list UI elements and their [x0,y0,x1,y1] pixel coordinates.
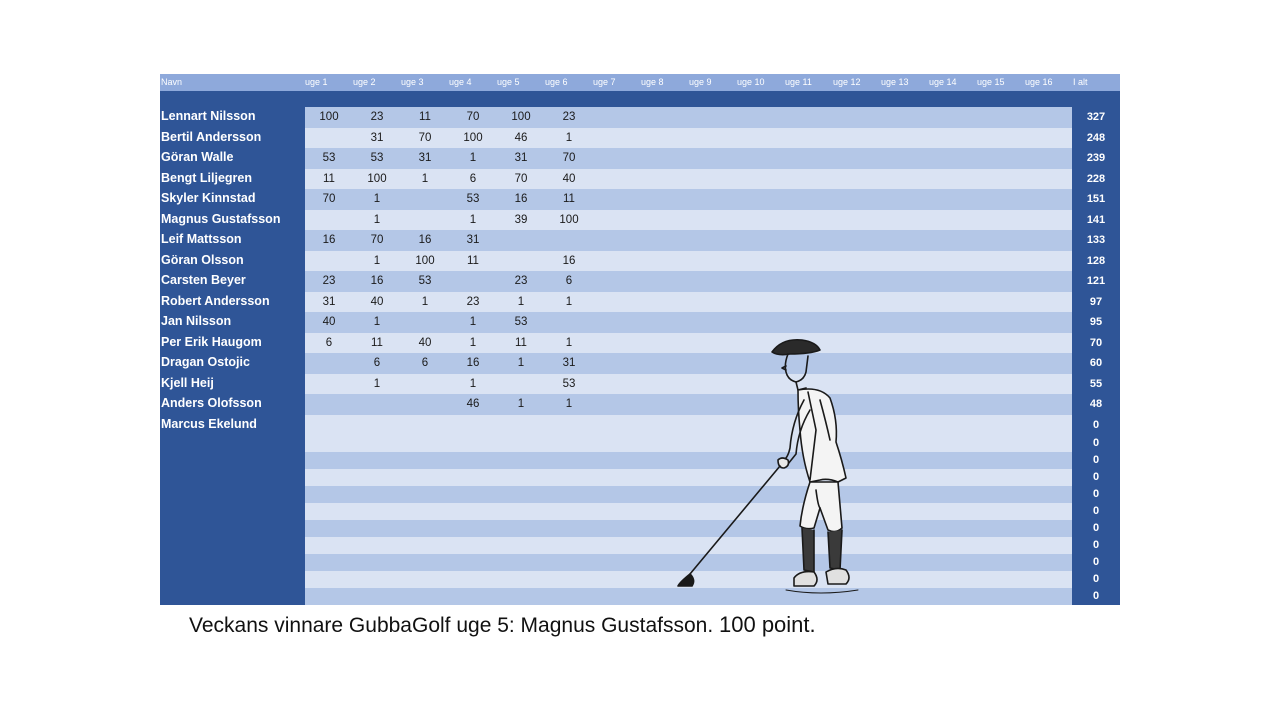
score-cell: 6 [325,336,333,349]
score-cell: 16 [370,275,384,287]
empty-row-total: 0 [1092,505,1100,517]
empty-row-total: 0 [1092,454,1100,466]
score-cell: 31 [322,295,336,308]
score-cell: 70 [370,234,384,246]
score-cell: 100 [367,172,387,185]
player-total: 327 [1086,111,1106,123]
header-week-13: uge 13 [881,77,909,87]
player-name: Bengt Liljegren [161,170,252,185]
score-cell: 100 [559,213,579,226]
score-cell: 6 [565,275,573,287]
score-cell: 1 [565,131,573,144]
player-total: 133 [1086,234,1106,246]
header-week-7: uge 7 [593,77,616,87]
caption-text: Veckans vinnare GubbaGolf uge 5: Magnus Gustafsson. [189,614,714,637]
score-cell: 1 [469,336,477,349]
score-cell: 70 [322,193,336,205]
weekly-winner-caption [189,612,816,638]
score-cell: 70 [562,152,576,164]
player-total: 70 [1089,336,1103,349]
player-name: Carsten Beyer [161,273,246,287]
score-cell: 23 [466,295,480,308]
empty-row-total: 0 [1092,437,1100,449]
score-cell: 11 [323,172,335,185]
score-cell: 1 [469,152,477,164]
score-cell: 1 [373,213,381,226]
player-name: Skyler Kinnstad [161,191,256,205]
score-cell: 1 [565,295,573,308]
score-cell: 53 [322,152,336,164]
score-cell: 16 [466,357,480,369]
score-cell: 11 [515,336,527,349]
score-cell: 1 [469,213,477,226]
score-cell: 31 [562,357,576,369]
player-name: Dragan Ostojic [161,355,250,369]
player-name: Jan Nilsson [161,314,232,328]
player-name: Göran Walle [161,150,234,164]
player-total: 95 [1089,316,1103,328]
score-cell: 31 [514,152,528,164]
score-cell: 23 [322,275,336,287]
score-cell: 31 [418,152,432,164]
score-cell: 16 [514,193,528,205]
header-week-3: uge 3 [401,77,424,87]
score-cell: 53 [562,377,576,390]
score-cell: 23 [370,111,384,123]
header-week-11: uge 11 [785,77,812,87]
header-week-16: uge 16 [1025,77,1053,87]
player-total: 0 [1092,418,1100,431]
score-cell: 16 [562,254,576,267]
golfer-illustration [670,330,870,605]
row-stripe [305,210,1072,231]
score-cell: 100 [511,111,531,123]
header-week-4: uge 4 [449,77,472,87]
header-week-2: uge 2 [353,77,376,87]
player-name: Anders Olofsson [161,396,262,410]
score-cell: 46 [466,398,480,410]
player-total: 128 [1086,254,1106,267]
score-cell: 53 [466,193,480,205]
score-cell: 1 [421,295,429,308]
player-total: 248 [1086,131,1106,144]
score-cell: 70 [466,111,480,123]
score-cell: 1 [373,316,381,328]
empty-row-total: 0 [1092,522,1100,534]
score-cell: 6 [373,357,381,369]
player-total: 239 [1086,152,1106,164]
player-total: 151 [1086,193,1106,205]
score-cell: 11 [467,254,479,267]
header-row [160,74,1120,91]
score-cell: 16 [418,234,432,246]
empty-row-total: 0 [1092,488,1100,500]
empty-row-total: 0 [1092,471,1100,483]
score-cell: 1 [373,254,381,267]
score-cell: 39 [514,213,528,226]
score-cell: 6 [469,172,477,185]
empty-row-total: 0 [1092,590,1100,602]
player-name: Kjell Heij [161,375,214,390]
row-stripe [305,189,1072,210]
score-cell: 100 [319,111,339,123]
player-total: 121 [1086,275,1106,287]
header-week-10: uge 10 [737,77,765,87]
score-cell: 11 [563,193,575,205]
score-cell: 100 [463,131,483,144]
empty-row-total: 0 [1092,539,1100,551]
score-cell: 53 [370,152,384,164]
score-cell: 46 [514,131,528,144]
score-cell: 31 [466,234,480,246]
player-name: Per Erik Haugom [161,334,262,349]
header-week-9: uge 9 [689,77,712,87]
player-name: Bertil Andersson [161,129,262,144]
leaderboard-table [160,74,1120,605]
header-week-8: uge 8 [641,77,664,87]
empty-row-total: 0 [1092,573,1100,585]
player-total: 55 [1089,377,1103,390]
score-cell: 11 [371,336,383,349]
score-cell: 70 [418,131,432,144]
score-cell: 1 [469,377,477,390]
score-cell: 1 [565,336,573,349]
score-cell: 23 [514,275,528,287]
header-total-label: I alt [1073,77,1088,87]
player-total: 228 [1086,172,1106,185]
score-cell: 16 [322,234,336,246]
score-cell: 100 [415,254,435,267]
score-cell: 6 [421,357,429,369]
player-name: Leif Mattsson [161,232,242,246]
score-cell: 1 [373,377,381,390]
header-week-6: uge 6 [545,77,568,87]
caption-points: 100 point. [719,612,816,637]
score-cell: 40 [418,336,432,349]
player-total: 48 [1089,398,1103,410]
score-cell: 1 [517,295,525,308]
score-cell: 1 [565,398,573,410]
player-name: Lennart Nilsson [161,109,256,123]
player-total: 141 [1086,213,1106,226]
score-cell: 1 [469,316,477,328]
header-name-label: Navn [161,77,183,87]
score-cell: 40 [370,295,384,308]
header-week-15: uge 15 [977,77,1005,87]
score-cell: 1 [421,172,429,185]
score-cell: 31 [370,131,384,144]
score-cell: 1 [373,193,381,205]
score-cell: 53 [514,316,528,328]
player-name: Göran Olsson [161,252,244,267]
score-cell: 1 [517,398,525,410]
score-cell: 40 [562,172,576,185]
score-cell: 23 [562,111,576,123]
player-name: Robert Andersson [161,293,270,308]
header-week-1: uge 1 [305,77,328,87]
empty-row-total: 0 [1092,556,1100,568]
header-week-14: uge 14 [929,77,957,87]
header-week-12: uge 12 [833,77,861,87]
player-total: 97 [1089,295,1103,308]
score-cell: 1 [517,357,525,369]
player-name: Magnus Gustafsson [161,211,281,226]
header-week-5: uge 5 [497,77,520,87]
score-cell: 70 [514,172,528,185]
score-cell: 11 [419,111,431,123]
score-cell: 53 [418,275,432,287]
score-cell: 40 [322,316,336,328]
player-name: Marcus Ekelund [161,416,257,431]
player-total: 60 [1089,357,1103,369]
